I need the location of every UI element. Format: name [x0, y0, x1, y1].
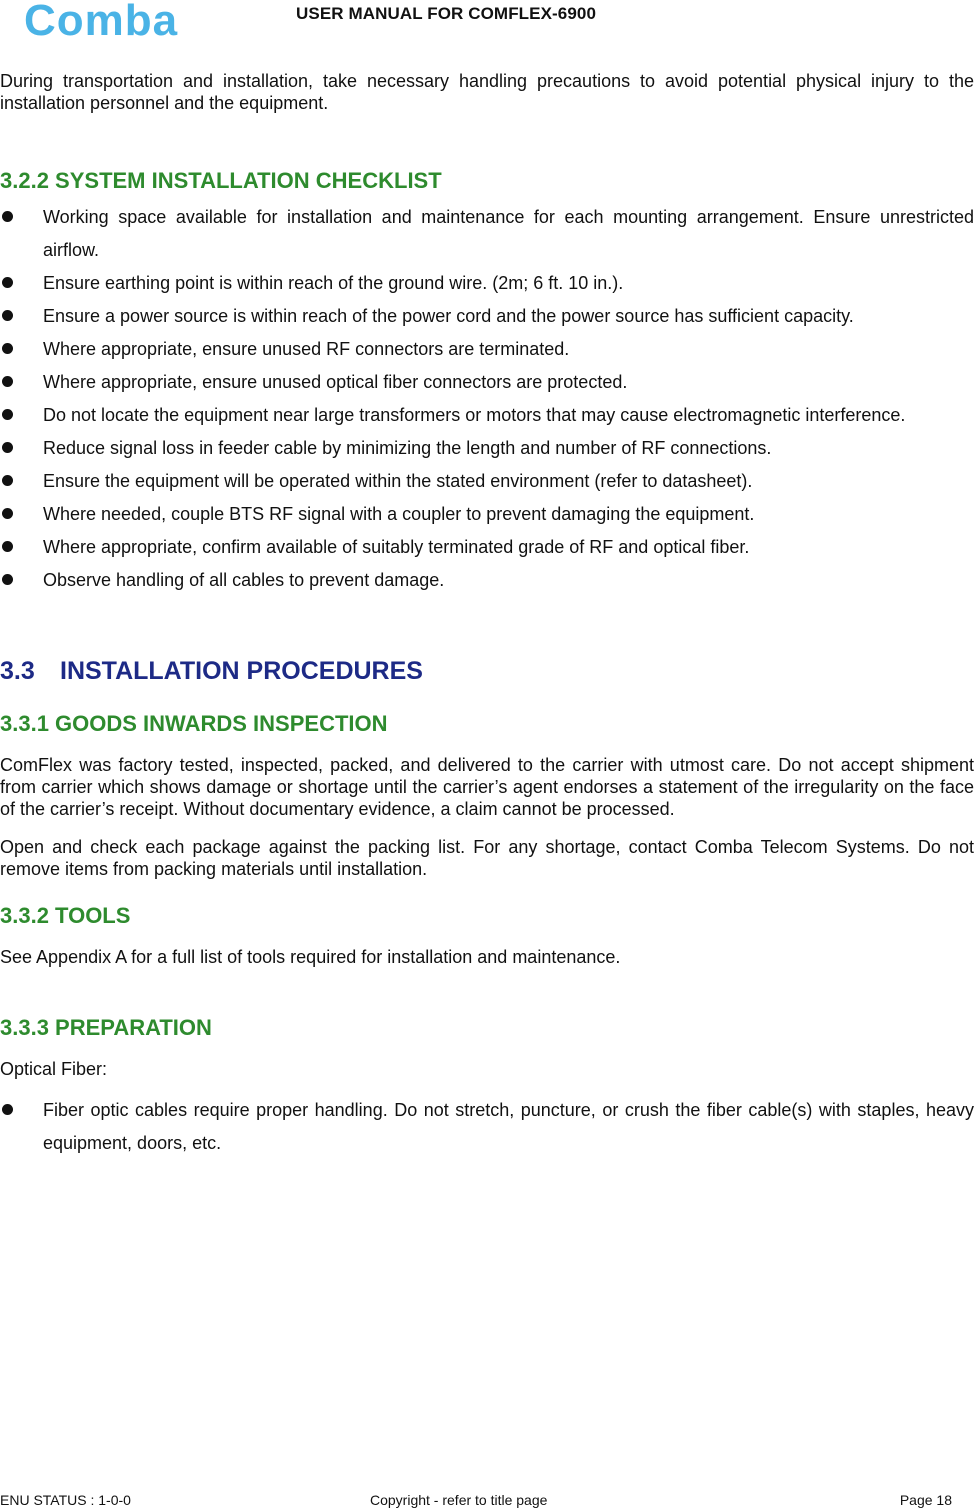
- list-item-text: Where appropriate, ensure unused RF connectors are terminated.: [43, 339, 570, 359]
- bullet-icon: [2, 508, 13, 519]
- footer-status: ENU STATUS : 1-0-0: [0, 1492, 131, 1508]
- goods-inspection-heading: 3.3.1 GOODS INWARDS INSPECTION: [0, 711, 388, 736]
- bullet-icon: [2, 1104, 13, 1115]
- list-item-text: Fiber optic cables require proper handling. Do not stretch, puncture, or crush the fiber cable(s) with staples, heavy equipment, doors, etc.: [43, 1100, 974, 1153]
- list-item: [0, 531, 974, 564]
- list-item: [0, 465, 974, 498]
- list-item: [0, 399, 974, 432]
- list-item-text: Where needed, couple BTS RF signal with a coupler to prevent damaging the equipment.: [43, 504, 755, 524]
- list-item: [0, 333, 974, 366]
- bullet-icon: [2, 409, 13, 420]
- page-header: [0, 0, 974, 44]
- bullet-icon: [2, 277, 13, 288]
- preparation-heading: 3.3.3 PREPARATION: [0, 1015, 212, 1040]
- page-body: [0, 70, 974, 1160]
- procedures-heading-number: 3.3: [0, 657, 35, 685]
- list-item: [0, 498, 974, 531]
- comba-logo: [24, 2, 208, 40]
- page-footer: [0, 1492, 974, 1510]
- list-item-text: Observe handling of all cables to prevent damage.: [43, 570, 445, 590]
- list-item: [0, 432, 974, 465]
- optical-fiber-subheading: Optical Fiber:: [0, 1059, 108, 1079]
- bullet-icon: [2, 574, 13, 585]
- bullet-icon: [2, 211, 13, 222]
- list-item-text: Working space available for installation and maintenance for each mounting arrangement. Ensure unrestricted airflow.: [43, 207, 974, 260]
- list-item-text: Ensure the equipment will be operated within the stated environment (refer to datasheet).: [43, 471, 753, 491]
- list-item: [0, 366, 974, 399]
- list-item-text: Do not locate the equipment near large transformers or motors that may cause electromagnetic interference.: [43, 405, 906, 425]
- list-item-text: Ensure earthing point is within reach of the ground wire. (2m; 6 ft. 10 in.).: [43, 273, 624, 293]
- bullet-icon: [2, 442, 13, 453]
- tools-heading: 3.3.2 TOOLS: [0, 903, 131, 928]
- goods-paragraph-2: Open and check each package against the packing list. For any shortage, contact Comba Telecom Systems. Do not remove items from packing materials until installation.: [0, 837, 974, 879]
- preparation-list: [0, 1094, 974, 1160]
- logo-text: Comba: [24, 2, 179, 40]
- bullet-icon: [2, 310, 13, 321]
- procedures-heading-title: INSTALLATION PROCEDURES: [60, 657, 423, 685]
- goods-paragraph-1: ComFlex was factory tested, inspected, packed, and delivered to the carrier with utmost care. Do not accept shipment from carrier which shows damage or shortage until the carrier’s agent endorses a statement of the irregularity on the face of the carrier’s receipt. Without documentary evidence, a claim cannot be processed.: [0, 755, 974, 819]
- list-item: [0, 267, 974, 300]
- list-item-text: Ensure a power source is within reach of the power cord and the power source has sufficient capacity.: [43, 306, 854, 326]
- list-item: [0, 201, 974, 267]
- list-item: [0, 564, 974, 597]
- list-item-text: Where appropriate, confirm available of suitably terminated grade of RF and optical fiber.: [43, 537, 750, 557]
- footer-page-number: Page 18: [899, 1492, 952, 1508]
- list-item-text: Reduce signal loss in feeder cable by minimizing the length and number of RF connections.: [43, 438, 772, 458]
- tools-paragraph: See Appendix A for a full list of tools required for installation and maintenance.: [0, 947, 621, 967]
- checklist-list: [0, 201, 974, 597]
- procedures-heading: [0, 656, 974, 686]
- list-item: [0, 300, 974, 333]
- list-item-text: Where appropriate, ensure unused optical fiber connectors are protected.: [43, 372, 628, 392]
- footer-copyright: Copyright - refer to title page: [370, 1492, 548, 1508]
- document-title: USER MANUAL FOR COMFLEX-6900: [296, 4, 597, 23]
- list-item: [0, 1094, 974, 1160]
- intro-paragraph: During transportation and installation, take necessary handling precautions to avoid potential physical injury to the installation personnel and the equipment.: [0, 71, 974, 113]
- bullet-icon: [2, 541, 13, 552]
- bullet-icon: [2, 343, 13, 354]
- checklist-heading: 3.2.2 SYSTEM INSTALLATION CHECKLIST: [0, 168, 442, 193]
- bullet-icon: [2, 376, 13, 387]
- bullet-icon: [2, 475, 13, 486]
